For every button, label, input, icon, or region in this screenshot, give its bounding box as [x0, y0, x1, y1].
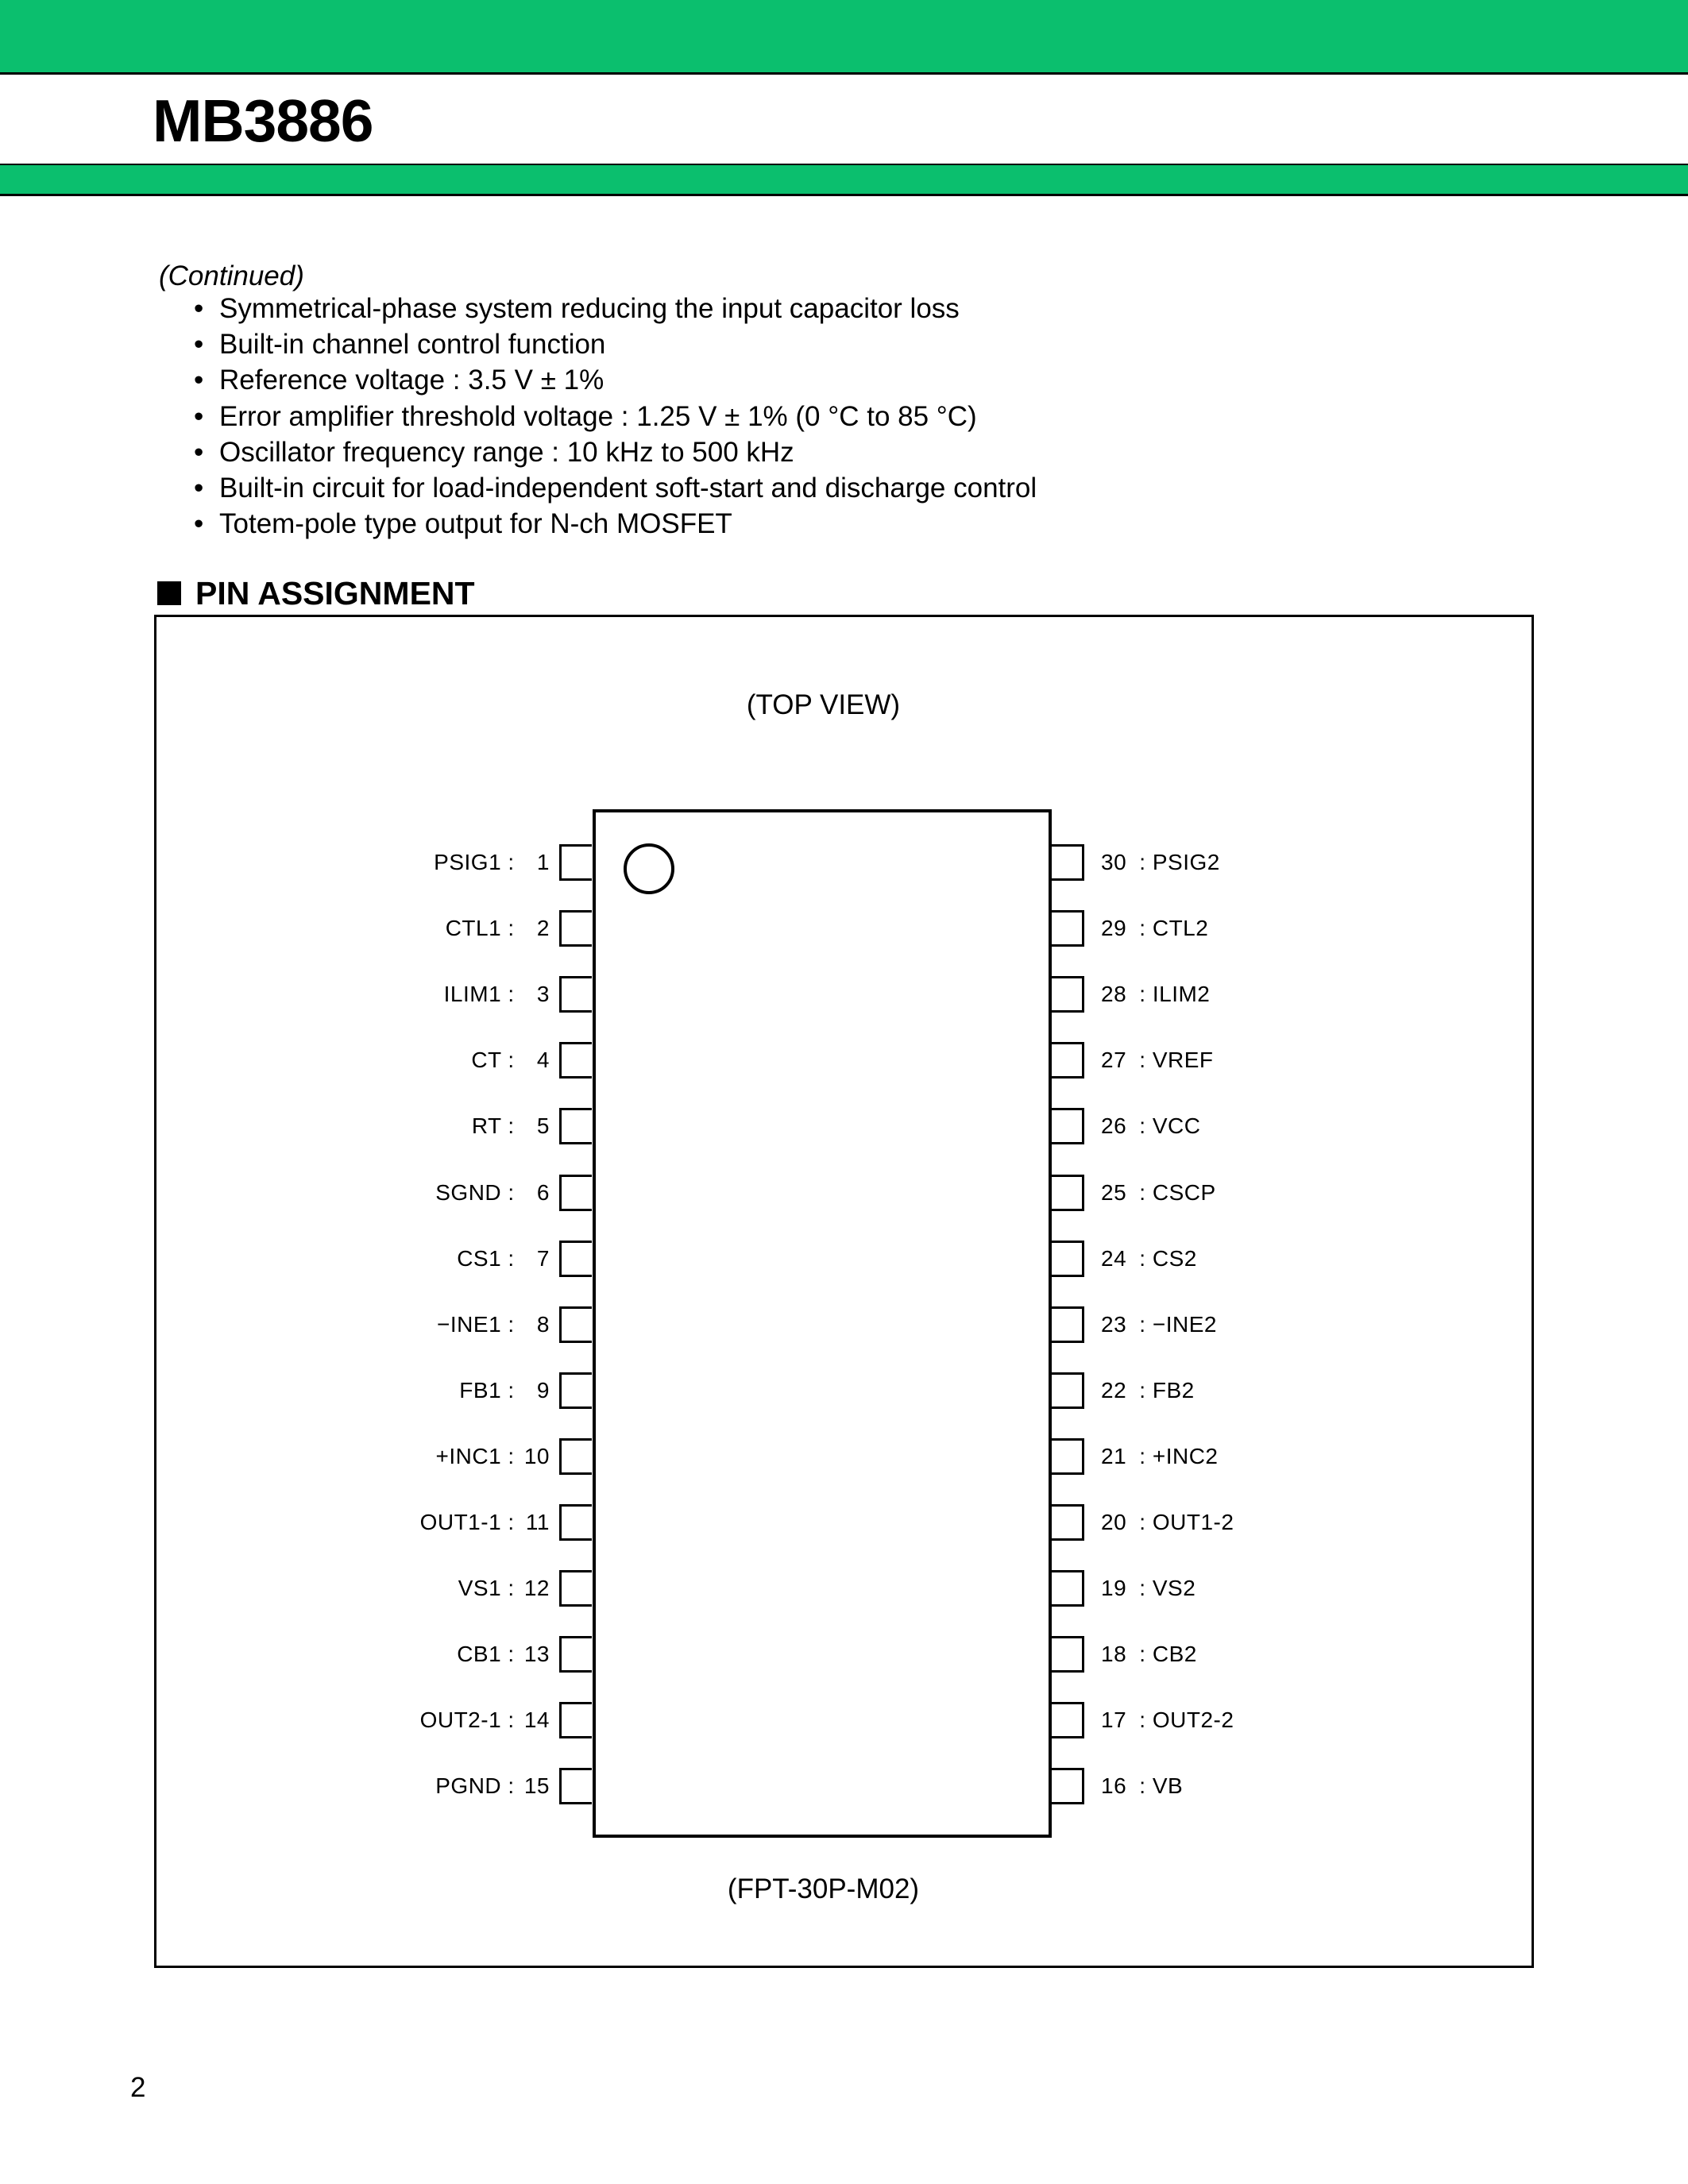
pin-separator: : — [501, 1311, 521, 1337]
pin-pad — [1052, 1042, 1084, 1078]
pin-separator: : — [501, 1245, 521, 1271]
pin-number: 13 — [523, 1642, 550, 1667]
pin-name: VS2 — [1152, 1576, 1196, 1601]
feature-item: • Error amplifier threshold voltage : 1.25 V ± 1% (0 °C to 85 °C) — [194, 399, 1037, 434]
pin-separator: : — [501, 1773, 521, 1799]
pin-number: 2 — [536, 916, 550, 941]
pin-separator: : — [501, 1642, 521, 1667]
pin-label — [1101, 1575, 1196, 1602]
pin-pad — [559, 1372, 592, 1409]
pin-name: −INE1 — [437, 1311, 502, 1337]
pin-pad — [1052, 1372, 1084, 1409]
pin-name: RT — [471, 1113, 502, 1139]
pin-number: 27 — [1101, 1048, 1127, 1073]
pin-name: VB — [1152, 1773, 1184, 1799]
pin-separator: : — [501, 1377, 521, 1403]
pin-pad — [1052, 1504, 1084, 1541]
pin-name: +INC1 — [435, 1443, 502, 1468]
pin-label — [420, 1509, 550, 1536]
pin-pad — [559, 1175, 592, 1211]
pin-name: −INE2 — [1152, 1311, 1217, 1337]
pin-number: 1 — [536, 850, 550, 874]
pin-label — [1101, 1311, 1217, 1338]
pin-label — [435, 1773, 550, 1800]
pin-label — [1101, 1113, 1200, 1140]
pin-separator: : — [501, 1576, 521, 1601]
header-green-band — [0, 0, 1688, 75]
pin-number: 6 — [536, 1179, 550, 1205]
pin-separator: : — [1133, 1048, 1153, 1073]
pin1-marker-icon — [624, 843, 674, 894]
pin-name: OUT1-1 — [419, 1510, 502, 1534]
pin-name: CB1 — [457, 1642, 502, 1667]
pin-name: VS1 — [458, 1576, 502, 1601]
pin-separator: : — [1133, 1443, 1153, 1468]
pin-number: 8 — [536, 1311, 550, 1337]
pin-label — [446, 915, 550, 942]
pin-separator: : — [1133, 1377, 1153, 1403]
pin-separator: : — [501, 1707, 521, 1733]
pin-separator: : — [1133, 1642, 1153, 1667]
pin-name: CT — [471, 1048, 502, 1073]
pin-name: CTL2 — [1152, 916, 1209, 941]
pin-pad — [1052, 1175, 1084, 1211]
feature-item: • Oscillator frequency range : 10 kHz to 500 kHz — [194, 434, 1037, 470]
pin-pad — [559, 1702, 592, 1738]
pin-label — [1101, 1707, 1234, 1734]
pin-separator: : — [1133, 1773, 1153, 1799]
pin-pad — [559, 1504, 592, 1541]
bullet-icon: • — [194, 508, 204, 540]
pin-pad — [559, 976, 592, 1013]
pin-pad — [1052, 1306, 1084, 1343]
bullet-icon: • — [194, 400, 204, 432]
pin-separator: : — [501, 1179, 521, 1205]
bullet-icon: • — [194, 365, 204, 396]
pin-label — [1101, 1641, 1197, 1668]
square-bullet-icon — [157, 581, 181, 605]
pin-label — [437, 1311, 550, 1338]
pin-label — [1101, 981, 1210, 1008]
feature-item: • Built-in circuit for load-independent soft-start and discharge control — [194, 470, 1037, 506]
pin-number: 4 — [536, 1048, 550, 1073]
pin-label — [1101, 1179, 1216, 1206]
header-green-rule — [0, 164, 1688, 196]
pin-number: 3 — [536, 982, 550, 1007]
pin-separator: : — [1133, 850, 1153, 874]
pin-pad — [1052, 1241, 1084, 1277]
pin-name: FB2 — [1152, 1377, 1195, 1403]
pin-name: VCC — [1152, 1113, 1201, 1139]
pin-label — [1101, 1443, 1219, 1470]
feature-item: • Symmetrical-phase system reducing the input capacitor loss — [194, 291, 1037, 326]
pin-pad — [1052, 1570, 1084, 1607]
pin-number: 28 — [1101, 982, 1127, 1007]
pin-separator: : — [1133, 1510, 1153, 1534]
feature-list — [194, 291, 1037, 542]
pin-name: ILIM1 — [443, 982, 502, 1007]
pin-number: 11 — [525, 1510, 550, 1534]
pin-pad — [559, 1636, 592, 1673]
pin-pad — [559, 1042, 592, 1078]
pin-separator: : — [1133, 982, 1153, 1007]
feature-item: • Reference voltage : 3.5 V ± 1% — [194, 362, 1037, 398]
pin-number: 24 — [1101, 1245, 1127, 1271]
feature-item: • Totem-pole type output for N-ch MOSFET — [194, 506, 1037, 542]
pin-label — [457, 1641, 550, 1668]
pin-separator: : — [501, 1510, 521, 1534]
pin-label — [1101, 1377, 1195, 1404]
pin-pad — [1052, 910, 1084, 947]
pin-label — [1101, 1245, 1197, 1272]
pin-number: 7 — [536, 1245, 550, 1271]
bullet-icon: • — [194, 293, 204, 324]
pin-separator: : — [501, 850, 521, 874]
page-number: 2 — [130, 2072, 146, 2103]
pin-label — [444, 981, 550, 1008]
pin-pad — [1052, 976, 1084, 1013]
pin-number: 12 — [523, 1576, 550, 1601]
pin-separator: : — [1133, 916, 1153, 941]
package-label: (FPT-30P-M02) — [727, 1873, 920, 1904]
pin-name: CS1 — [457, 1245, 502, 1271]
pin-pad — [559, 1570, 592, 1607]
pin-name: OUT2-2 — [1152, 1707, 1234, 1733]
pin-name: CB2 — [1152, 1642, 1197, 1667]
pin-separator: : — [501, 982, 521, 1007]
pin-number: 17 — [1101, 1707, 1127, 1733]
pin-number: 5 — [536, 1113, 550, 1139]
section-heading: PIN ASSIGNMENT — [157, 573, 475, 613]
pin-pad — [559, 844, 592, 881]
pin-number: 25 — [1101, 1179, 1127, 1205]
pin-pad — [1052, 1108, 1084, 1144]
pin-label — [457, 1245, 550, 1272]
pin-separator: : — [1133, 1245, 1153, 1271]
pin-separator: : — [1133, 1311, 1153, 1337]
pin-pad — [559, 1108, 592, 1144]
bullet-icon: • — [194, 329, 204, 361]
pin-separator: : — [1133, 1179, 1153, 1205]
pin-label — [459, 1377, 550, 1404]
pin-separator: : — [1133, 1576, 1153, 1601]
pin-pad — [559, 1768, 592, 1804]
pin-name: CSCP — [1152, 1179, 1216, 1205]
pin-pad — [1052, 1438, 1084, 1475]
pin-number: 10 — [523, 1443, 550, 1468]
pin-number: 23 — [1101, 1311, 1127, 1337]
pin-separator: : — [501, 1443, 521, 1468]
pin-separator: : — [1133, 1707, 1153, 1733]
pin-pad — [1052, 844, 1084, 881]
pin-name: PSIG1 — [434, 850, 502, 874]
pin-pad — [1052, 1702, 1084, 1738]
pin-label — [420, 1707, 550, 1734]
pin-pad — [559, 1306, 592, 1343]
pin-separator: : — [1133, 1113, 1153, 1139]
pin-name: +INC2 — [1152, 1443, 1219, 1468]
continued-label: (Continued) — [159, 260, 304, 291]
pin-name: CS2 — [1152, 1245, 1197, 1271]
pin-name: FB1 — [459, 1377, 502, 1403]
pin-label — [436, 1443, 550, 1470]
pin-label — [1101, 1773, 1183, 1800]
pin-label — [1101, 849, 1220, 876]
pin-number: 21 — [1101, 1443, 1127, 1468]
pin-number: 29 — [1101, 916, 1127, 941]
pin-pad — [559, 1438, 592, 1475]
pin-label — [435, 1179, 550, 1206]
pin-label — [1101, 1047, 1214, 1074]
pin-separator: : — [501, 1048, 521, 1073]
pin-label — [458, 1575, 550, 1602]
pin-number: 16 — [1101, 1773, 1127, 1799]
pin-number: 15 — [523, 1773, 550, 1799]
pin-label — [471, 1047, 550, 1074]
pin-name: SGND — [435, 1179, 502, 1205]
pin-separator: : — [501, 916, 521, 941]
pin-label — [472, 1113, 550, 1140]
pin-pad — [1052, 1636, 1084, 1673]
bullet-icon: • — [194, 473, 204, 504]
pin-pad — [559, 910, 592, 947]
pin-number: 22 — [1101, 1377, 1127, 1403]
pin-label — [434, 849, 550, 876]
pin-name: VREF — [1152, 1048, 1214, 1073]
pin-label — [1101, 1509, 1234, 1536]
pin-name: OUT2-1 — [419, 1707, 502, 1733]
bullet-icon: • — [194, 436, 204, 468]
pin-name: PSIG2 — [1152, 850, 1220, 874]
pin-name: PGND — [435, 1773, 502, 1799]
pin-label — [1101, 915, 1208, 942]
pin-number: 26 — [1101, 1113, 1127, 1139]
pin-number: 19 — [1101, 1576, 1127, 1601]
feature-item: • Built-in channel control function — [194, 326, 1037, 362]
pin-separator: : — [501, 1113, 521, 1139]
pin-name: CTL1 — [445, 916, 502, 941]
pin-pad — [1052, 1768, 1084, 1804]
pin-number: 20 — [1101, 1510, 1127, 1534]
pin-number: 18 — [1101, 1642, 1127, 1667]
pin-number: 14 — [523, 1707, 550, 1733]
pin-pad — [559, 1241, 592, 1277]
top-view-label: (TOP VIEW) — [746, 689, 901, 720]
document-title: MB3886 — [153, 87, 373, 154]
pin-name: ILIM2 — [1152, 982, 1211, 1007]
ic-package-body — [593, 809, 1052, 1838]
pin-name: OUT1-2 — [1152, 1510, 1234, 1534]
pin-number: 9 — [536, 1377, 550, 1403]
pin-number: 30 — [1101, 850, 1127, 874]
